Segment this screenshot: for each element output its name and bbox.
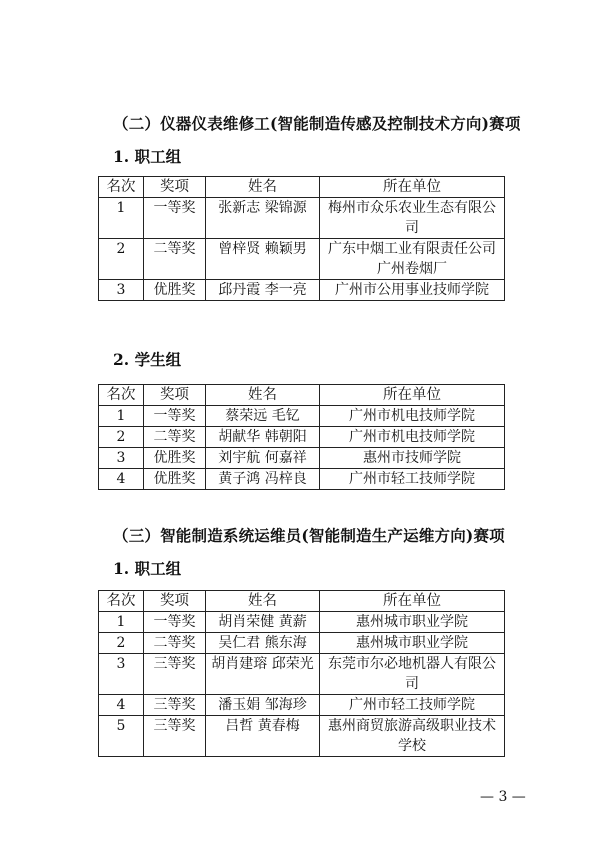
cell-rank: 1 [99, 198, 144, 239]
table-row [99, 406, 505, 427]
cell-rank: 4 [99, 469, 144, 490]
results-table-staff-2 [98, 176, 505, 301]
cell-award: 优胜奖 [144, 448, 206, 469]
cell-names: 蔡荣远 毛钇 [206, 406, 320, 427]
section-title-3: （三）智能制造系统运维员(智能制造生产运维方向)赛项 [113, 526, 505, 545]
header-names: 姓名 [206, 177, 320, 198]
cell-rank: 3 [99, 448, 144, 469]
cell-rank: 1 [99, 406, 144, 427]
cell-unit: 惠州城市职业学院 [320, 633, 505, 654]
cell-names: 刘宇航 何嘉祥 [206, 448, 320, 469]
header-award: 奖项 [144, 591, 206, 612]
cell-rank: 1 [99, 612, 144, 633]
header-unit: 所在单位 [320, 591, 505, 612]
cell-names: 胡肖荣健 黄薪 [206, 612, 320, 633]
cell-unit: 广州市机电技师学院 [320, 427, 505, 448]
header-rank: 名次 [99, 385, 144, 406]
cell-names: 张新志 梁锦源 [206, 198, 320, 239]
group-title-staff: 1. 职工组 [113, 559, 182, 578]
table-row [99, 280, 505, 301]
header-unit: 所在单位 [320, 385, 505, 406]
cell-unit: 广州市机电技师学院 [320, 406, 505, 427]
cell-award: 优胜奖 [144, 469, 206, 490]
cell-award: 二等奖 [144, 633, 206, 654]
cell-award: 一等奖 [144, 612, 206, 633]
cell-names: 潘玉娟 邹海珍 [206, 695, 320, 716]
table-row [99, 448, 505, 469]
cell-names: 邱丹霞 李一亮 [206, 280, 320, 301]
table-header-row [99, 385, 505, 406]
cell-award: 二等奖 [144, 427, 206, 448]
cell-unit: 广东中烟工业有限责任公司广州卷烟厂 [320, 239, 505, 280]
cell-unit: 东莞市尔必地机器人有限公司 [320, 654, 505, 695]
section-title-2: （二）仪器仪表维修工(智能制造传感及控制技术方向)赛项 [113, 114, 521, 133]
cell-unit: 惠州商贸旅游高级职业技术学校 [320, 716, 505, 757]
cell-award: 二等奖 [144, 239, 206, 280]
cell-unit: 广州市轻工技师学院 [320, 469, 505, 490]
cell-unit: 广州市轻工技师学院 [320, 695, 505, 716]
table-row [99, 198, 505, 239]
cell-award: 三等奖 [144, 654, 206, 695]
header-unit: 所在单位 [320, 177, 505, 198]
table-row [99, 427, 505, 448]
cell-rank: 2 [99, 427, 144, 448]
table-row [99, 654, 505, 695]
header-award: 奖项 [144, 177, 206, 198]
cell-rank: 2 [99, 633, 144, 654]
cell-award: 三等奖 [144, 695, 206, 716]
header-rank: 名次 [99, 177, 144, 198]
group-title-staff: 1. 职工组 [113, 147, 182, 166]
header-award: 奖项 [144, 385, 206, 406]
cell-names: 吴仁君 熊东海 [206, 633, 320, 654]
results-table-student-2 [98, 384, 505, 490]
table-row [99, 239, 505, 280]
group-title-student: 2. 学生组 [113, 350, 182, 369]
header-names: 姓名 [206, 385, 320, 406]
table-row [99, 469, 505, 490]
cell-names: 吕哲 黄春梅 [206, 716, 320, 757]
cell-names: 胡肖建瑢 邱荣光 [206, 654, 320, 695]
table-row [99, 633, 505, 654]
cell-rank: 3 [99, 280, 144, 301]
cell-award: 三等奖 [144, 716, 206, 757]
results-table-staff-3 [98, 590, 505, 757]
header-rank: 名次 [99, 591, 144, 612]
table-row [99, 695, 505, 716]
cell-names: 曾梓贤 赖颖男 [206, 239, 320, 280]
cell-award: 一等奖 [144, 406, 206, 427]
cell-award: 一等奖 [144, 198, 206, 239]
header-names: 姓名 [206, 591, 320, 612]
table-row [99, 612, 505, 633]
cell-rank: 2 [99, 239, 144, 280]
table-header-row [99, 177, 505, 198]
table-header-row [99, 591, 505, 612]
cell-rank: 4 [99, 695, 144, 716]
cell-rank: 3 [99, 654, 144, 695]
cell-unit: 惠州城市职业学院 [320, 612, 505, 633]
cell-unit: 梅州市众乐农业生态有限公司 [320, 198, 505, 239]
cell-names: 黄子鸿 冯梓良 [206, 469, 320, 490]
cell-unit: 广州市公用事业技师学院 [320, 280, 505, 301]
cell-unit: 惠州市技师学院 [320, 448, 505, 469]
cell-rank: 5 [99, 716, 144, 757]
table-row [99, 716, 505, 757]
page-number: — 3 — [480, 789, 526, 805]
cell-names: 胡献华 韩朝阳 [206, 427, 320, 448]
cell-award: 优胜奖 [144, 280, 206, 301]
